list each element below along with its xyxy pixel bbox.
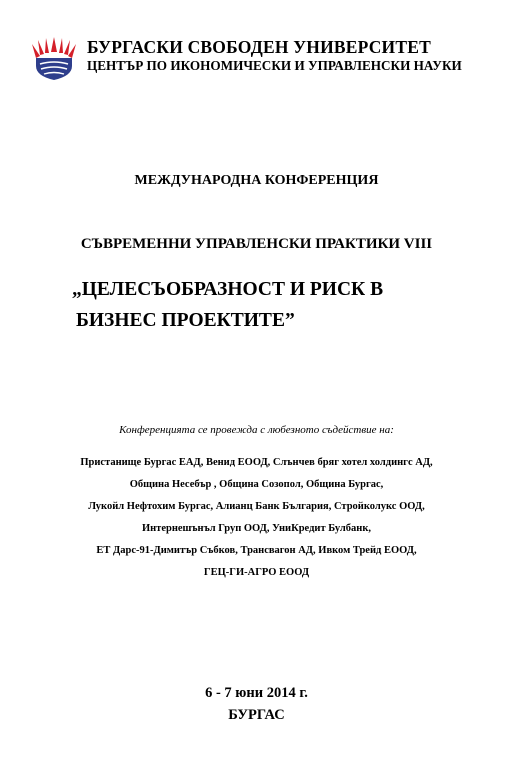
sponsor-line: ЕТ Дарс-91-Димитър Събков, Трансвагон АД, Ивком Трейд ЕООД, [96, 545, 417, 556]
university-name: БУРГАСКИ СВОБОДЕН УНИВЕРСИТЕТ [87, 37, 431, 57]
sponsor-line: Община Несебър , Община Созопол, Община Бургас, [129, 479, 384, 490]
sponsor-list [0, 452, 513, 584]
logo-sunburst [32, 37, 76, 58]
sponsor-line: ГЕЦ-ГИ-АГРО ЕООД [203, 567, 310, 578]
event-info [0, 682, 513, 726]
support-intro: Конференцията се провежда с любезното съдействие на: [119, 424, 394, 436]
sponsor-line: Пристанище Бургас ЕАД, Венид ЕООД, Слънчев бряг хотел холдингс АД, [80, 457, 433, 468]
event-dates: 6 - 7 юни 2014 г. [205, 685, 308, 701]
conference-title: СЪВРЕМЕННИ УПРАВЛЕНСКИ ПРАКТИКИ VIII [80, 236, 433, 252]
conference-subtitle [72, 274, 383, 336]
conference-label: МЕЖДУНАРОДНА КОНФЕРЕНЦИЯ [134, 173, 379, 188]
event-city: БУРГАС [228, 707, 285, 723]
sponsor-line: Лукойл Нефтохим Бургас, Алианц Банк България, Стройколукс ООД, [88, 501, 425, 512]
center-name: ЦЕНТЪР ПО ИКОНОМИЧЕСКИ И УПРАВЛЕНСКИ НАУКИ [87, 58, 462, 73]
sponsor-line: Интернешънъл Груп ООД, УниКредит Булбанк, [141, 523, 372, 534]
subtitle-line-1: „ЦЕЛЕСЪОБРАЗНОСТ И РИСК В [72, 279, 384, 300]
subtitle-line-2: БИЗНЕС ПРОЕКТИТЕ” [76, 310, 295, 331]
university-logo-icon [30, 36, 78, 80]
document-header [30, 36, 500, 86]
